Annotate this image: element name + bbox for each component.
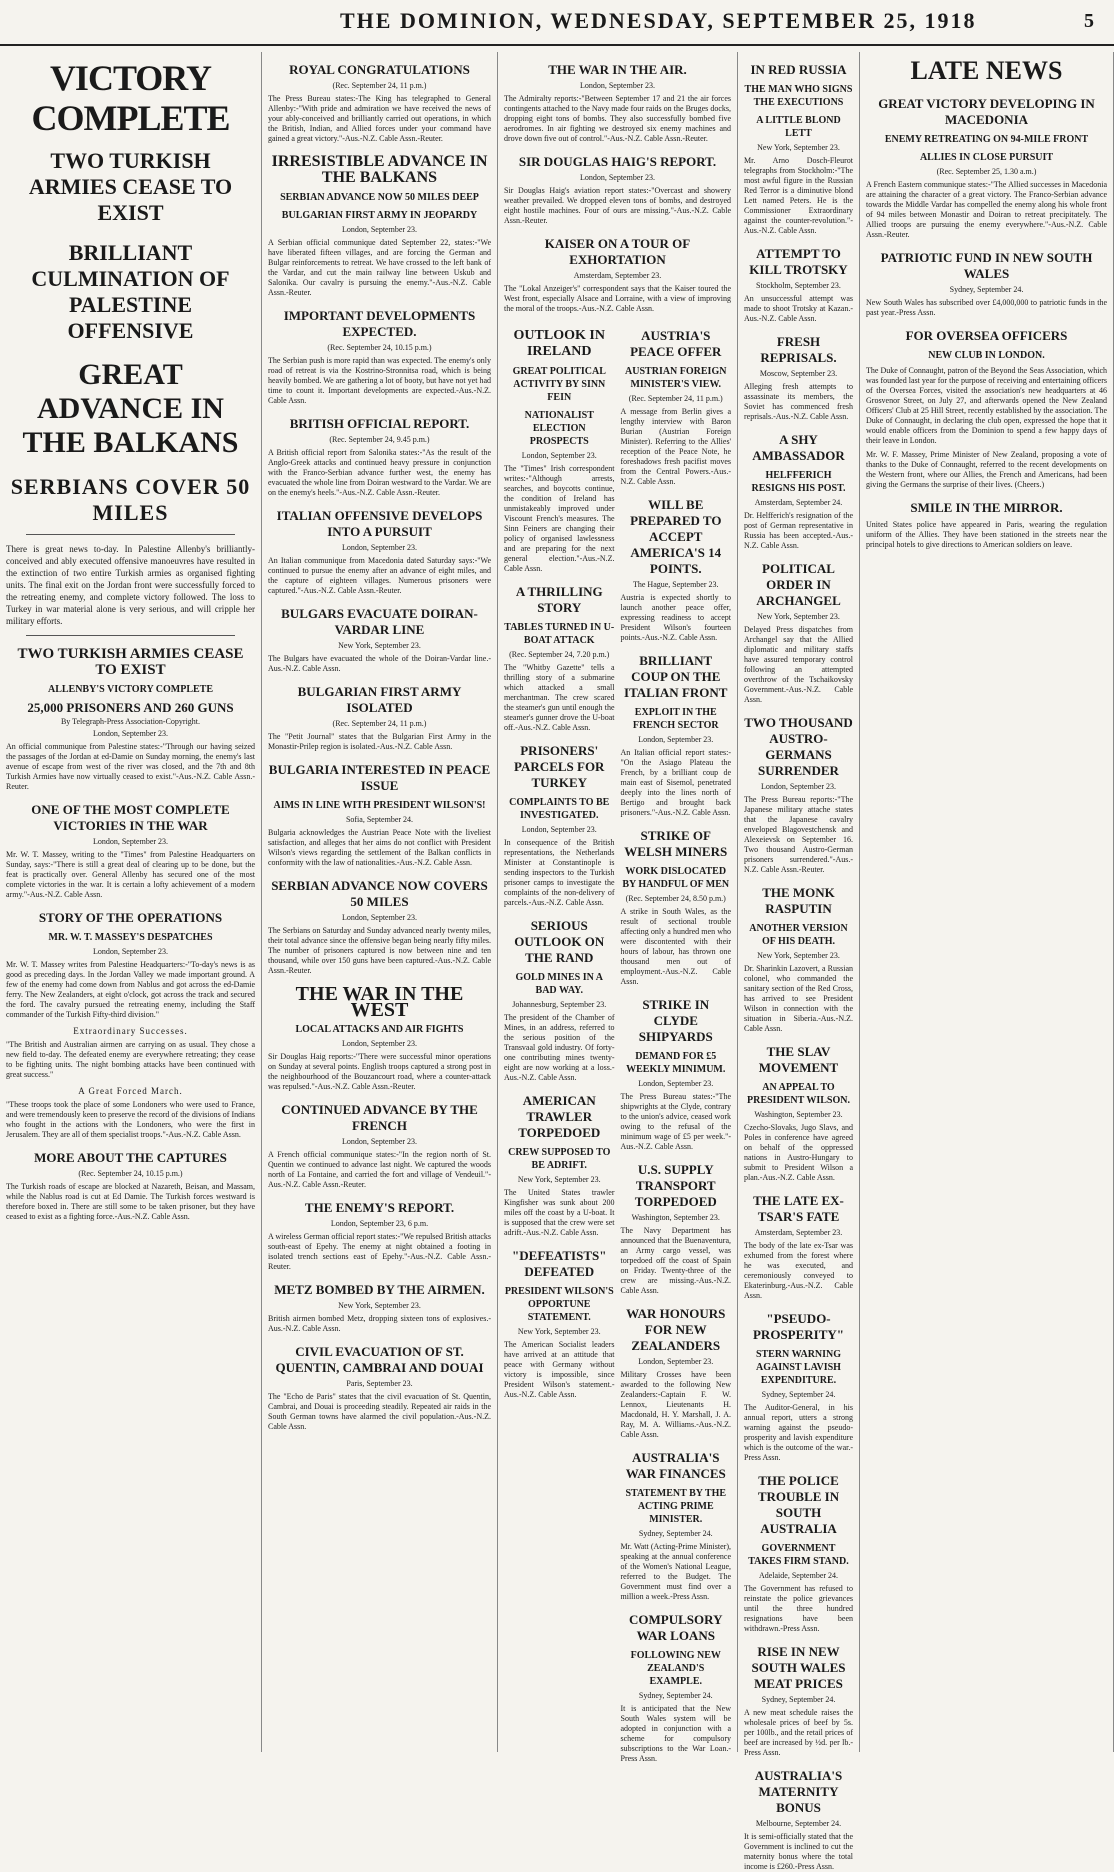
- story-headline: IRRESISTIBLE ADVANCE IN THE BALKANS: [271, 153, 488, 186]
- story-subhead: WORK DISLOCATED BY HANDFUL OF MEN: [622, 866, 730, 890]
- article-body: A new meat schedule raises the wholesale prices of beef by 5s. per 100lb., and the retail prices of beef are increased by ½d. per lb.-Press Assn.: [744, 1708, 853, 1757]
- story-headline: BRITISH OFFICIAL REPORT.: [289, 416, 470, 431]
- dateline: (Rec. September 24, 11 p.m.): [332, 81, 427, 90]
- article-body: The Bulgars have evacuated the whole of the Doiran-Vardar line.-Aus.-N.Z. Cable Assn.: [268, 654, 491, 673]
- story-subhead: GOVERNMENT TAKES FIRM STAND.: [748, 1543, 849, 1567]
- article-body: In consequence of the British representations, the Netherlands Minister at Constantinople is sending inspectors to the Turkish prisoner camps to investigate the complaints of the non-delivery of parcels.-Aus.-N.Z. Cable Assn.: [504, 838, 615, 907]
- article-body: "The British and Australian airmen are carrying on as usual. They chose a new field to-day. The defeated enemy are everywhere retreating; they cease to be fighting units. The night bombing attacks have been continued with great success.": [6, 1040, 255, 1079]
- story-subhead: FOLLOWING NEW ZEALAND'S EXAMPLE.: [630, 1650, 721, 1687]
- story-headline: AUSTRALIA'S WAR FINANCES: [625, 1450, 726, 1481]
- story-subhead: COMPLAINTS TO BE INVESTIGATED.: [509, 797, 610, 821]
- story-headline: STRIKE OF WELSH MINERS: [624, 828, 728, 859]
- story-subhead: GOLD MINES IN A BAD WAY.: [515, 972, 603, 996]
- story-subhead: AN APPEAL TO PRESIDENT WILSON.: [747, 1082, 850, 1106]
- article-body: The Press Bureau reports:-"The Japanese military attache states that the Japanese cavalry enveloped Blagovestchensk and Alexeievsk on September 16. Two thousand Austro-German prisoners surrendered."-Aus.-N.Z. Cable Assn.-Reuter.: [744, 795, 853, 874]
- deck-headline-4: SERBIANS COVER 50 MILES: [10, 474, 251, 525]
- dateline: Melbourne, September 24.: [755, 1819, 842, 1828]
- dateline: Amsterdam, September 23.: [573, 271, 662, 280]
- dateline: Sofia, September 24.: [345, 815, 414, 824]
- article-body: Czecho-Slovaks, Jugo Slavs, and Poles in conference have agreed on behalf of the oppressed nations in Austro-Hungary to submit to President Wilson a plan.-Aus.-N.Z. Cable Assn.: [744, 1123, 853, 1182]
- article-body: Dr. Helfferich's resignation of the post of German representative in Russia has been accepted.-Aus.-N.Z. Cable Assn.: [744, 511, 853, 550]
- story-subhead: MR. W. T. MASSEY'S DESPATCHES: [48, 932, 213, 943]
- column-4: [738, 52, 860, 1871]
- dateline: London, September 23.: [521, 825, 597, 834]
- section-subhead: A Great Forced March.: [78, 1086, 183, 1096]
- article-body: A British official report from Salonika states:-"As the result of the Anglo-Greek attacks and continued heavy pressure in conjunction with the Franco-Serbian advance further west, the enemy has evacuated the whole line from Doiran westward to the Vardar. We are on the enemy's heels."-Aus.-N.Z. Cable Assn.-Reuter.: [268, 448, 491, 497]
- article-body: It is semi-officially stated that the Government is inclined to cut the maternity bonus where the total income is £260.-Press Assn.: [744, 1832, 853, 1871]
- article-body: Mr. W. T. Massey, writing to the "Times" from Palestine Headquarters on Sunday, says:-"There is still a great deal of clearing up to be done, but the feat is practically over. General Allenby has secured one of the most complete victories in the war. It is certain a lofty achievement of a modern army."-Aus.-N.Z. Cable Assn.: [6, 850, 255, 899]
- story-headline: AUSTRIA'S PEACE OFFER: [630, 328, 722, 359]
- story-headline: THE WAR IN THE WEST: [295, 983, 464, 1021]
- article-body: United States police have appeared in Paris, wearing the regulation uniform of the Allies. They have been stationed in the streets near the principal hotels to give directions to American soldiers on leave.: [866, 520, 1107, 549]
- sub-column-left: [504, 318, 615, 1768]
- column-3: [498, 52, 738, 1763]
- dateline: New York, September 23.: [757, 951, 840, 960]
- article-body: An unsuccessful attempt was made to shoot Trotsky at Kazan.-Aus.-N.Z. Cable Assn.: [744, 294, 853, 323]
- story-headline: WILL BE PREPARED TO ACCEPT AMERICA'S 14 POINTS.: [630, 497, 722, 576]
- article-body: Sir Douglas Haig reports:-"There were successful minor operations on Sunday at several points. English troops captured a strong post in the neighbourhood of the Bouzancourt road, where a counter-attack was repulsed."-Aus.-N.Z. Cable Assn.-Reuter.: [268, 1052, 491, 1091]
- story-headline: PRISONERS' PARCELS FOR TURKEY: [514, 743, 605, 790]
- article-body: Mr. W. F. Massey, Prime Minister of New Zealand, proposing a vote of thanks to the Duke of Connaught, referred to the recent developments on the Western front, where our Allies, the French and Americans, had been giving the Germans the surprise of their lives. (Cheers.): [866, 450, 1107, 489]
- dateline: (Rec. September 24, 10.15 p.m.): [327, 343, 432, 352]
- story-subhead: ANOTHER VERSION OF HIS DEATH.: [749, 923, 848, 947]
- story-headline: FRESH REPRISALS.: [760, 334, 837, 365]
- dateline: London, September 23.: [760, 782, 837, 791]
- story-subhead: AIMS IN LINE WITH PRESIDENT WILSON'S!: [273, 800, 486, 811]
- story-headline: BRILLIANT COUP ON THE ITALIAN FRONT: [624, 653, 728, 700]
- story-headline: A THRILLING STORY: [515, 584, 603, 615]
- article-body: British airmen bombed Metz, dropping sixteen tons of explosives.-Aus.-N.Z. Cable Assn.: [268, 1314, 491, 1333]
- column-2: [262, 52, 498, 1752]
- story-subhead: CREW SUPPOSED TO BE ADRIFT.: [508, 1147, 611, 1171]
- story-headline: MORE ABOUT THE CAPTURES: [34, 1150, 227, 1165]
- deck-headline-1: TWO TURKISH ARMIES CEASE TO EXIST: [28, 148, 233, 225]
- dateline: (Rec. September 25, 1.30 a.m.): [936, 167, 1037, 176]
- story-headline: BULGARIA INTERESTED IN PEACE ISSUE: [268, 762, 491, 793]
- dateline: New York, September 23.: [338, 641, 421, 650]
- story-subhead: ALLENBY'S VICTORY COMPLETE: [47, 684, 214, 695]
- article-body: Military Crosses have been awarded to the following New Zealanders:-Captain F. W. Lennox, Lieutenants H. Macdonald, H. Y. Marshall, J. A. Ray, M. A. Williams.-Aus.-N.Z. Cable Assn.: [620, 1370, 731, 1439]
- story-subhead: NATIONALIST ELECTION PROSPECTS: [524, 410, 594, 447]
- dateline: Johannesburg, September 23.: [512, 1000, 607, 1009]
- credit-line: By Telegraph-Press Association-Copyright.: [60, 717, 201, 726]
- article-body: A wireless German official report states:-"We repulsed British attacks south-east of Epehy. The enemy at night obtained a footing in isolated trench sections east of Epehy."-Aus.-N.Z. Cable Assn.-Reuter.: [268, 1232, 491, 1271]
- deck-headline-3: GREAT ADVANCE IN THE BALKANS: [22, 358, 239, 459]
- story-subhead: HELFFERICH RESIGNS HIS POST.: [751, 470, 846, 494]
- dateline: Paris, September 23.: [346, 1379, 413, 1388]
- article-body: The Government has refused to reinstate the police grievances until the three hundred resignations have been withdrawn.-Press Assn.: [744, 1584, 853, 1633]
- masthead: [0, 0, 1114, 46]
- sub-column-right: [621, 318, 732, 1768]
- story-headline: STRIKE IN CLYDE SHIPYARDS: [638, 997, 713, 1044]
- article-body: A message from Berlin gives a lengthy interview with Baron Burian (Austrian Foreign Minister). Referring to the Allies' reception of the Peace Note, he foreshadows fresh pacifist moves from the Central Powers.-Aus.-N.Z. Cable Assn.: [620, 407, 731, 486]
- story-headline: THE ENEMY'S REPORT.: [304, 1200, 455, 1215]
- article-body: "These troops took the place of some Londoners who were used to France, and were tremendously keen to preserve the record of the divisions of Indians who fought in the actions with the Londoners, who were the first in Jerusalem. They are all of them specialist troops."-Aus.-N.Z. Cable Assn.: [6, 1100, 255, 1139]
- story-headline: "DEFEATISTS" DEFEATED: [512, 1248, 607, 1279]
- dateline: London, September 23.: [92, 729, 169, 738]
- story-headline: "PSEUDO-PROSPERITY": [752, 1311, 844, 1342]
- article-body: The body of the late ex-Tsar was exhumed from the forest where he was executed, and ceremoniously conveyed to Ekaterinburg.-Aus.-N.Z. Cable Assn.: [744, 1241, 853, 1300]
- dateline: London, September 23.: [638, 1079, 714, 1088]
- story-headline: WAR HONOURS FOR NEW ZEALANDERS: [626, 1306, 726, 1353]
- story-headline: POLITICAL ORDER IN ARCHANGEL: [756, 561, 841, 608]
- dateline: New York, September 23.: [757, 143, 840, 152]
- article-body: The American Socialist leaders have arrived at an attitude that peace with Germany without victory is impossible, since President Wilson's statement.-Aus.-N.Z. Cable Assn.: [504, 1340, 615, 1399]
- story-subhead: SERBIAN ADVANCE NOW 50 MILES DEEP: [280, 192, 479, 203]
- dateline: London, September 23.: [92, 947, 169, 956]
- story-headline: SERIOUS OUTLOOK ON THE RAND: [514, 918, 605, 965]
- story-headline: IMPORTANT DEVELOPMENTS EXPECTED.: [283, 308, 476, 339]
- dateline: New York, September 23.: [517, 1327, 601, 1336]
- story-headline: BULGARIAN FIRST ARMY ISOLATED: [297, 684, 462, 715]
- dateline: (Rec. September 24, 8.50 p.m.): [625, 894, 726, 903]
- story-headline: THE SLAV MOVEMENT: [758, 1044, 839, 1075]
- dateline: Washington, September 23.: [754, 1110, 843, 1119]
- story-headline: THE LATE EX-TSAR'S FATE: [753, 1193, 844, 1224]
- dateline: Sydney, September 24.: [638, 1529, 713, 1538]
- article-body: The Press Bureau states:-"The shipwrights at the Clyde, contrary to the union's advice, ceased work owing to the refusal of the minimum wage of £5 per week."-Aus.-N.Z. Cable Assn.: [620, 1092, 731, 1151]
- dateline: (Rec. September 24, 11 p.m.): [332, 719, 427, 728]
- story-subhead: DEMAND FOR £5 WEEKLY MINIMUM.: [626, 1051, 726, 1075]
- story-headline: FOR OVERSEA OFFICERS: [905, 328, 1068, 343]
- dateline: Sydney, September 24.: [638, 1691, 713, 1700]
- article-body: It is anticipated that the New South Wales system will be adopted in conjunction with a scheme for compulsory subscriptions to the War Loan.-Press Assn.: [620, 1704, 731, 1763]
- article-body: The "Whitby Gazette" tells a thrilling story of a submarine which attacked a small merchantman. The crew scared the steamer's gun until enough the steamer's gunner drove the U-boat off.-Aus.-N.Z. Cable Assn.: [504, 663, 615, 732]
- dateline: Washington, September 23.: [631, 1213, 720, 1222]
- article-body: The Turkish roads of escape are blocked at Nazareth, Beisan, and Massam, while the Nablus road is cut at Ed Damie. The Turkish forces westward is therefore boxed in. There are still some to be taken prisoner, but they have ceased to exist as a fighting force.-Aus.-N.Z. Cable Assn.: [6, 1182, 255, 1221]
- dateline: New York, September 23.: [757, 612, 840, 621]
- article-body: The Auditor-General, in his annual report, utters a strong warning against the pseudo-prosperity and lavish expenditure which is the outcome of the war.-Press Assn.: [744, 1403, 853, 1462]
- story-headline: ATTEMPT TO KILL TROTSKY: [749, 246, 848, 277]
- story-subhead: THE MAN WHO SIGNS THE EXECUTIONS: [744, 84, 853, 108]
- story-headline: CIVIL EVACUATION OF ST. QUENTIN, CAMBRAI AND DOUAI: [275, 1344, 484, 1375]
- article-body: The president of the Chamber of Mines, in an address, referred to the serious position of the Transvaal gold industry. Of forty-one contributing mines twenty-eight are now working at a loss.-Aus.-N.Z. Cable Assn.: [504, 1013, 615, 1082]
- dateline: London, September 23.: [638, 735, 714, 744]
- article-body: Mr. Arno Dosch-Fleurot telegraphs from Stockholm:-"The most awful figure in the Russian Red Terror is a diminutive blond Lett named Peters. He is the Commissioner Extraordinary against the counter-revolution."-Aus.-N.Z. Cable Assn.: [744, 156, 853, 235]
- page-number: 5: [1084, 10, 1094, 32]
- story-headline: ITALIAN OFFENSIVE DEVELOPS INTO A PURSUIT: [276, 508, 483, 539]
- article-body: The "Petit Journal" states that the Bulgarian First Army in the Monastir-Prilep region is isolated.-Aus.-N.Z. Cable Assn.: [268, 732, 491, 751]
- story-headline: ONE OF THE MOST COMPLETE VICTORIES IN THE WAR: [31, 802, 230, 833]
- story-subhead: STATEMENT BY THE ACTING PRIME MINISTER.: [625, 1488, 727, 1525]
- article-body: New South Wales has subscribed over £4,000,000 to patriotic funds in the past year.-Press Assn.: [866, 298, 1107, 317]
- article-body: The United States trawler Kingfisher was sunk about 200 miles off the coast by a U-boat. It is supposed that the crew were set adrift.-Aus.-N.Z. Cable Assn.: [504, 1188, 615, 1237]
- article-body: The Duke of Connaught, patron of the Beyond the Seas Association, which was founded last year for the purpose of receiving and entertaining officers of the Oversea Forces, visited the association's new headquarters at 46 Grosvenor Street, on July 27, and afterwards opened the New Zealand Officers' Club at 25 Hill Street, recently established by the association. The Duke of Connaught, in declaring the club open, expressed the hope that it would enable officers from the Dominion to spend a few happy days of their leave in London.: [866, 366, 1107, 445]
- dateline: Moscow, September 23.: [759, 369, 838, 378]
- story-headline: TWO TURKISH ARMIES CEASE TO EXIST: [17, 646, 244, 678]
- dateline: London, September 23.: [341, 1039, 418, 1048]
- story-headline: PATRIOTIC FUND IN NEW SOUTH WALES: [880, 250, 1093, 281]
- article-body: Austria is expected shortly to launch another peace offer, expressing readiness to accept President Wilson's fourteen points.-Aus.-N.Z. Cable Assn.: [620, 593, 731, 642]
- dateline: London, September 23.: [579, 173, 656, 182]
- dateline: (Rec. September 24, 10.15 p.m.): [78, 1169, 183, 1178]
- article-body: A Serbian official communique dated September 22, states:-"We have liberated fifteen villages, and are forcing the German and Bulgar reinforcements to retreat. We have crossed to the left bank of the Vardar, and cut the main railway line between Uskub and Salonika. Our cavalry is pursuing the enemy."-Aus.-N.Z. Cable Assn.-Reuter.: [268, 238, 491, 297]
- article-body: The Navy Department has announced that the Buenaventura, an Army cargo vessel, was torpedoed off the coast of Spain on Friday. Twenty-three of the crew are missing.-Aus.-N.Z. Cable Assn.: [620, 1226, 731, 1295]
- dateline: The Hague, September 23.: [632, 580, 719, 589]
- dateline: London, September 23.: [341, 543, 418, 552]
- story-headline: CONTINUED ADVANCE BY THE FRENCH: [281, 1102, 478, 1133]
- dateline: Amsterdam, September 24.: [754, 498, 843, 507]
- article-body: An Italian communique from Macedonia dated Saturday says:-"We continued to pursue the enemy after an advance of eight miles, and the capture of eighteen villages. Numerous prisoners were captured."-Aus.-N.Z. Cable Assn.-Reuter.: [268, 556, 491, 595]
- article-body: A French official communique states:-"In the region north of St. Quentin we continued to advance last night. We captured the woods north of La Fontaine, and carried the fort and village of Vendeuil."-Aus.-N.Z. Cable Assn.-Reuter.: [268, 1150, 491, 1189]
- article-body: The Admiralty reports:-"Between September 17 and 21 the air forces contingents attached to the Navy made four raids on the Bruges docks, dropping eight tons of bombs. They also successfully bombed five aerodromes. In air fighting we destroyed six enemy machines and drove down five out of control."-Aus.-N.Z. Cable Assn.-Reuter.: [504, 94, 731, 143]
- story-subhead: A LITTLE BLOND LETT: [756, 115, 841, 139]
- article-body: The Press Bureau states:-The King has telegraphed to General Allenby:-"With pride and admiration we have received the news of your ably-conceived and brilliantly carried out operations, in which the British, Indian, and Allied forces under your command have gained a great victory."-Aus.-N.Z. Cable Assn.-Reuter.: [268, 94, 491, 143]
- story-headline: METZ BOMBED BY THE AIRMEN.: [274, 1282, 485, 1297]
- dateline: London, September 23.: [638, 1357, 714, 1366]
- story-headline: THE MONK RASPUTIN: [762, 885, 835, 916]
- article-body: Bulgaria acknowledges the Austrian Peace Note with the liveliest satisfaction, and alleges that her aims do not conflict with President Wilson's views regarding the settlement of the Balkan conflicts in conformity with the law of nationalities.-Aus.-N.Z. Cable Assn.: [268, 828, 491, 867]
- story-subhead: TABLES TURNED IN U-BOAT ATTACK: [504, 622, 615, 646]
- story-headline: OUTLOOK IN IRELAND: [513, 328, 605, 359]
- article-body: The Serbian push is more rapid than was expected. The enemy's only road of retreat is via the Kostrino-Stronnitsa road, which is being heavily bombed. We are gathering a lot of booty, but have not yet had time to count it. Important developments are expected.-Aus.-N.Z. Cable Assn.: [268, 356, 491, 405]
- section-subhead: Extraordinary Successes.: [73, 1026, 188, 1036]
- dateline: Sydney, September 24.: [761, 1390, 836, 1399]
- story-subhead: PRESIDENT WILSON'S OPPORTUNE STATEMENT.: [504, 1286, 614, 1323]
- story-headline: KAISER ON A TOUR OF EXHORTATION: [544, 236, 691, 267]
- article-body: Mr. Watt (Acting-Prime Minister), speaking at the annual conference of the Women's National League, referred to the Budget. The Government must find over a million a week.-Press Assn.: [620, 1542, 731, 1601]
- dateline: (Rec. September 24, 9.45 p.m.): [329, 435, 430, 444]
- dateline: Amsterdam, September 23.: [754, 1228, 843, 1237]
- story-headline: SIR DOUGLAS HAIG'S REPORT.: [518, 154, 717, 169]
- story-headline: SERBIAN ADVANCE NOW COVERS 50 MILES: [271, 878, 488, 909]
- story-headline: STORY OF THE OPERATIONS: [38, 910, 223, 925]
- article-body: A strike in South Wales, as the result of sectional trouble affecting only a hundred men who were discontented with their hours of labour, has thrown one thousand men out of employment.-Aus.-N.Z. Cable Assn.: [620, 907, 731, 986]
- divider: [26, 635, 235, 636]
- story-headline: BULGARS EVACUATE DOIRAN-VARDAR LINE: [281, 606, 478, 637]
- column-5-late-news: [860, 52, 1114, 1752]
- dateline: Sydney, September 24.: [949, 285, 1024, 294]
- dateline: London, September 23.: [341, 913, 418, 922]
- dateline: London, September 23.: [341, 225, 418, 234]
- late-news-headline: LATE NEWS: [910, 56, 1063, 85]
- article-body: The "Echo de Paris" states that the civil evacuation of St. Quentin, Cambrai, and Douai is proceeding steadily. Repeated air raids in the South German towns have alarmed the civil population.-Aus.-N.Z. Cable Assn.: [268, 1392, 491, 1431]
- article-body: The "Lokal Anzeiger's" correspondent says that the Kaiser toured the West front, especially Alsace and Lorraine, with a view of improving the moral of the troops.-Aus.-N.Z. Cable Assn.: [504, 284, 731, 313]
- divider: [26, 534, 235, 535]
- story-headline: AMERICAN TRAWLER TORPEDOED: [518, 1093, 601, 1140]
- dateline: Adelaide, September 24.: [758, 1571, 839, 1580]
- article-body: The "Times" Irish correspondent writes:-"Although arrests, searches, and boycotts continue, the condition of Ireland has unmistakeably improved under Viscount French's measures. The Sinn Feiners are changing their policy of organised lawlessness and are preparing for the next general election."-Aus.-N.Z. Cable Assn.: [504, 464, 615, 573]
- article-body: Dr. Sharinkin Lazovert, a Russian colonel, who commanded the sanitary section of the Red Cross, has arrived to see President Wilson in connection with the situation in Siberia.-Aus.-N.Z. Cable Assn.: [744, 964, 853, 1033]
- article-body: The Serbians on Saturday and Sunday advanced nearly twenty miles, their total advance since the offensive began being nearly fifty miles. The number of prisoners captured is now between nine and ten thousand, while over 150 guns have been captured.-Aus.-N.Z. Cable Assn.-Reuter.: [268, 926, 491, 975]
- dateline: London, September 23.: [92, 837, 169, 846]
- dateline: Stockholm, September 23.: [756, 281, 841, 290]
- story-subhead: ALLIES IN CLOSE PURSUIT: [919, 152, 1054, 163]
- story-headline: A SHY AMBASSADOR: [752, 432, 845, 463]
- story-headline: SMILE IN THE MIRROR.: [910, 500, 1063, 515]
- story-subhead: ENEMY RETREATING ON 94-MILE FRONT: [884, 134, 1089, 145]
- dateline: New York, September 23.: [338, 1301, 421, 1310]
- story-subhead: 25,000 PRISONERS AND 260 GUNS: [27, 700, 234, 715]
- story-headline: RISE IN NEW SOUTH WALES MEAT PRICES: [751, 1644, 846, 1691]
- article-body: Delayed Press dispatches from Archangel say that the Allied diplomatic and military staffs have assured temporary control following an attempted overthrow of the Tschaikovsky Government.-Aus.-N.Z. Cable Assn.: [744, 625, 853, 704]
- story-headline: AUSTRALIA'S MATERNITY BONUS: [754, 1768, 843, 1815]
- story-headline: IN RED RUSSIA: [750, 62, 847, 77]
- story-headline: GREAT VICTORY DEVELOPING IN MACEDONIA: [878, 96, 1095, 127]
- story-subhead: NEW CLUB IN LONDON.: [928, 350, 1045, 361]
- story-subhead: BULGARIAN FIRST ARMY IN JEOPARDY: [281, 210, 478, 221]
- column-1: [0, 52, 262, 1752]
- story-subhead: AUSTRIAN FOREIGN MINISTER'S VIEW.: [625, 366, 727, 390]
- article-body: An Italian official report states:-"On the Asiago Plateau the French, by a brilliant coup de main east of Sisemol, penetrated deeply into the lines north of Bertigo and brought back prisoners."-Aus.-N.Z. Cable Assn.: [620, 748, 731, 817]
- dateline: London, September 23.: [579, 81, 656, 90]
- dateline: London, September 23.: [521, 451, 597, 460]
- story-subhead: LOCAL ATTACKS AND AIR FIGHTS: [295, 1024, 464, 1035]
- dateline: London, September 23.: [341, 1137, 418, 1146]
- dateline: (Rec. September 24, 11 p.m.): [628, 394, 723, 403]
- intro-paragraph: There is great news to-day. In Palestine Allenby's brilliantly-conceived and ably executed offensive manoeuvres have resulted in the extinction of two entire Turkish armies as organised fighting units. The final exit on the Jordan front were successfully forced to the retreating enemy, and complete victory followed. The loss to Turkey in war material alone is very serious, and will cripple her military efforts.: [6, 544, 255, 626]
- story-headline: U.S. SUPPLY TRANSPORT TORPEDOED: [634, 1162, 717, 1209]
- story-headline: THE POLICE TROUBLE IN SOUTH AUSTRALIA: [757, 1473, 840, 1536]
- story-headline: THE WAR IN THE AIR.: [548, 62, 687, 77]
- article-body: Alleging fresh attempts to assassinate its members, the Soviet has commenced fresh reprisals.-Aus.-N.Z. Cable Assn.: [744, 382, 853, 421]
- story-headline: ROYAL CONGRATULATIONS: [289, 62, 470, 77]
- story-subhead: GREAT POLITICAL ACTIVITY BY SINN FEIN: [512, 366, 606, 403]
- main-headline: VICTORY COMPLETE: [31, 58, 230, 138]
- dateline: Sydney, September 24.: [761, 1695, 836, 1704]
- deck-headline-2: BRILLIANT CULMINATION OF PALESTINE OFFENSIVE: [31, 240, 230, 343]
- article-body: A French Eastern communique states:-"The Allied successes in Macedonia are attaining the character of a great victory. The Franco-Serbian advance towards the Middle Vardar has compelled the enemy along his whole front of 94 miles between Monastir and Doiran to retreat precipitately. The Allied troops are pursuing the enemy everywhere."-Aus.-N.Z. Cable Assn.-Reuter.: [866, 180, 1107, 239]
- article-body: Mr. W. T. Massey writes from Palestine Headquarters:-"To-day's news is as good as preceding days. In the Jordan Valley we made important ground. A few of the enemy had come down from Nablus and got across the ed-Damie ferry. The New Zealanders, at eight o'clock, got across the track and secured the ford. The cavalry pursued the retreating enemy, including the Staff commander of the Turkish Fifty-third division.": [6, 960, 255, 1019]
- dateline: (Rec. September 24, 7.20 p.m.): [509, 650, 610, 659]
- story-headline: TWO THOUSAND AUSTRO-GERMANS SURRENDER: [744, 715, 853, 778]
- story-headline: COMPULSORY WAR LOANS: [629, 1612, 723, 1643]
- story-subhead: EXPLOIT IN THE FRENCH SECTOR: [632, 707, 719, 731]
- story-subhead: STERN WARNING AGAINST LAVISH EXPENDITURE.: [755, 1349, 842, 1386]
- article-body: An official communique from Palestine states:-"Through our having seized the passages of the Jordan at ed-Damie on Sunday morning, the enemy's last avenue of escape from west of the river was closed, and the 7th and 8th Turkish Armies have now virtually ceased to exist."-Aus.-N.Z. Cable Assn.-Reuter.: [6, 742, 255, 791]
- article-body: Sir Douglas Haig's aviation report states:-"Overcast and showery weather prevailed. We dropped eleven tons of bombs, and destroyed eight hostile machines. Four of ours are missing."-Aus.-N.Z. Cable Assn.-Reuter.: [504, 186, 731, 225]
- dateline: London, September 23, 6 p.m.: [330, 1219, 429, 1228]
- dateline: New York, September 23.: [517, 1175, 601, 1184]
- newspaper-title: THE DOMINION, WEDNESDAY, SEPTEMBER 25, 1918: [340, 8, 977, 33]
